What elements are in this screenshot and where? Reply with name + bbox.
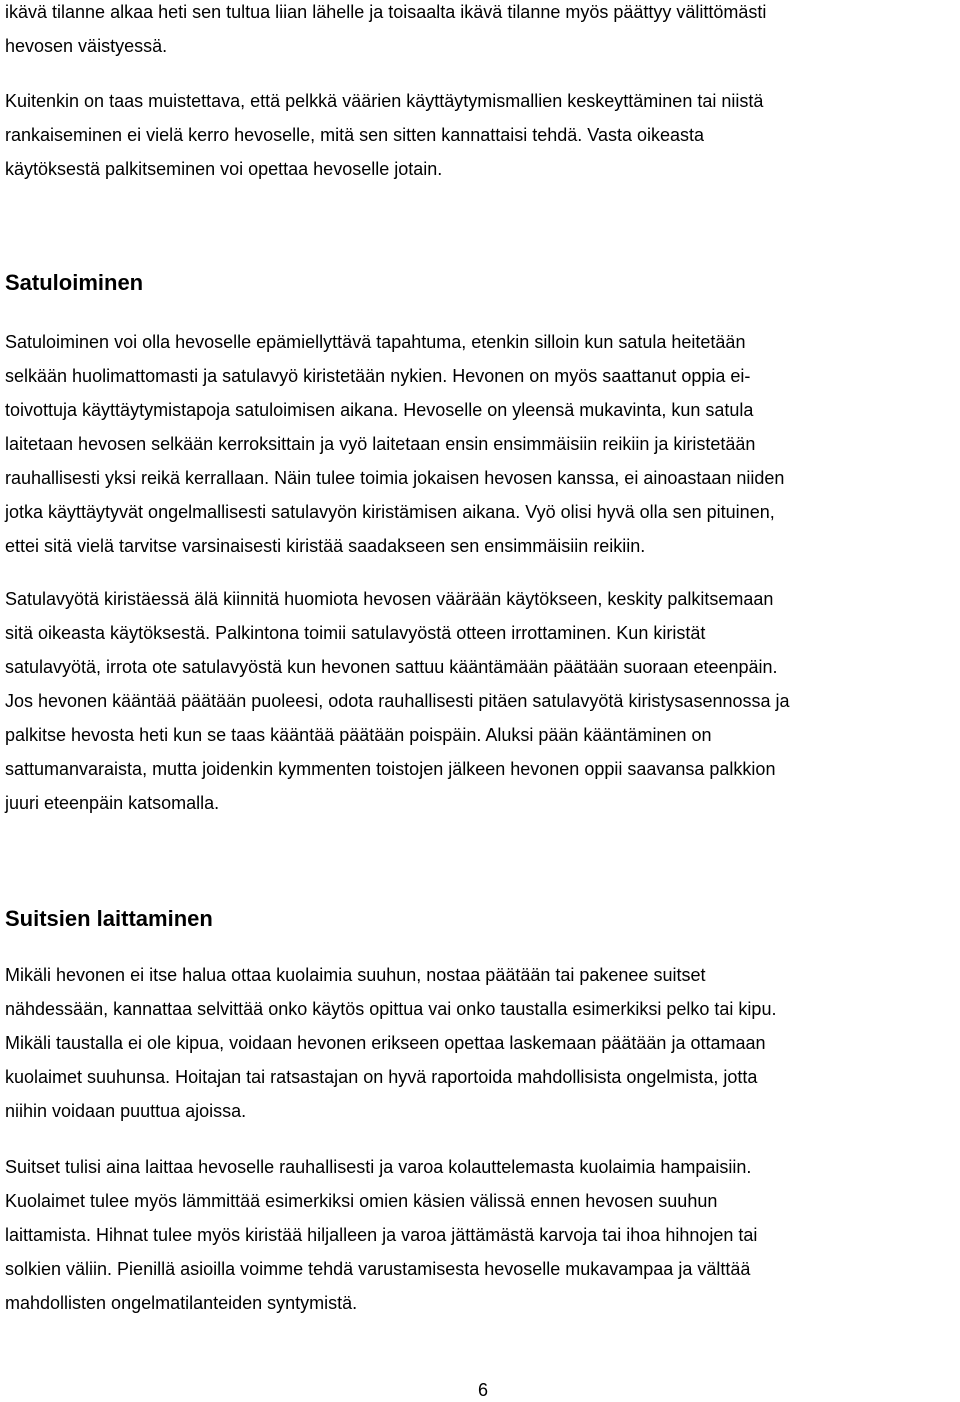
text-line: laittamista. Hihnat tulee myös kiristää hiljalleen ja varoa jättämästä karvoja tai ihoa hihnojen tai xyxy=(5,1225,758,1245)
text-line: nähdessään, kannattaa selvittää onko käytös opittua vai onko taustalla esimerkiksi pelko tai kipu. xyxy=(5,999,777,1019)
text-line: Kuitenkin on taas muistettava, että pelkkä väärien käyttäytymismallien keskeyttäminen tai niistä xyxy=(5,91,764,111)
text-line: rauhallisesti yksi reikä kerrallaan. Näin tulee toimia jokaisen hevosen kanssa, ei ainoastaan niiden xyxy=(5,468,785,488)
text-line: toivottuja käyttäytymistapoja satuloimisen aikana. Hevoselle on yleensä mukavinta, kun satula xyxy=(5,400,754,420)
text-line: Mikäli taustalla ei ole kipua, voidaan hevonen erikseen opettaa laskemaan päätään ja ottamaan xyxy=(5,1033,766,1053)
intro-paragraph xyxy=(5,0,957,63)
text-line: jotka käyttäytyvät ongelmallisesti satulavyön kiristämisen aikana. Vyö olisi hyvä olla sen pituinen, xyxy=(5,502,775,522)
text-line: ettei sitä vielä tarvitse varsinaisesti kiristää saadakseen sen ensimmäisiin reikiin. xyxy=(5,536,646,556)
text-line: käytöksestä palkitseminen voi opettaa hevoselle jotain. xyxy=(5,159,443,179)
text-line: sattumanvaraista, mutta joidenkin kymmenten toistojen jälkeen hevonen oppii saavansa palkkion xyxy=(5,759,776,779)
text-line: solkien väliin. Pienillä asioilla voimme tehdä varustamisesta hevoselle mukavampaa ja välttää xyxy=(5,1259,751,1279)
text-line: selkään huolimattomasti ja satulavyö kiristetään nykien. Hevonen on myös saattanut oppia ei- xyxy=(5,366,751,386)
text-line: satulavyötä, irrota ote satulavyöstä kun hevonen sattuu kääntämään päätään suoraan eteenpäin. xyxy=(5,657,778,677)
page-number: 6 xyxy=(478,1380,489,1400)
satuloiminen-paragraph-1 xyxy=(5,325,957,563)
text-line: Suitset tulisi aina laittaa hevoselle rauhallisesti ja varoa kolauttelemasta kuolaimia hampaisiin. xyxy=(5,1157,752,1177)
suitsien-paragraph-2 xyxy=(5,1150,957,1320)
text-line: laitetaan hevosen selkään kerroksittain ja vyö laitetaan ensin ensimmäisiin reikiin ja kiristetään xyxy=(5,434,756,454)
text-line: kuolaimet suuhunsa. Hoitajan tai ratsastajan on hyvä raportoida mahdollisista ongelmista, jotta xyxy=(5,1067,758,1087)
section-heading-satuloiminen: Satuloiminen xyxy=(5,270,144,295)
suitsien-paragraph-1 xyxy=(5,958,957,1128)
text-line: rankaiseminen ei vielä kerro hevoselle, mitä sen sitten kannattaisi tehdä. Vasta oikeasta xyxy=(5,125,705,145)
text-line: hevosen väistyessä. xyxy=(5,36,168,56)
text-line: sitä oikeasta käytöksestä. Palkintona toimii satulavyöstä otteen irrottaminen. Kun kiristät xyxy=(5,623,706,643)
text-line: Kuolaimet tulee myös lämmittää esimerkiksi omien käsien välissä ennen hevosen suuhun xyxy=(5,1191,718,1211)
satuloiminen-paragraph-2 xyxy=(5,582,957,820)
text-line: Jos hevonen kääntää päätään puoleesi, odota rauhallisesti pitäen satulavyötä kiristysasennossa ja xyxy=(5,691,790,711)
section-heading-suitsien-laittaminen: Suitsien laittaminen xyxy=(5,906,213,931)
text-line: juuri eteenpäin katsomalla. xyxy=(5,793,220,813)
text-line: Satuloiminen voi olla hevoselle epämiellyttävä tapahtuma, etenkin silloin kun satula heitetään xyxy=(5,332,746,352)
text-line: mahdollisten ongelmatilanteiden syntymistä. xyxy=(5,1293,358,1313)
text-line: Satulavyötä kiristäessä älä kiinnitä huomiota hevosen väärään käytökseen, keskity palkitsemaan xyxy=(5,589,774,609)
text-line: Mikäli hevonen ei itse halua ottaa kuolaimia suuhun, nostaa päätään tai pakenee suitset xyxy=(5,965,706,985)
text-line: niihin voidaan puuttua ajoissa. xyxy=(5,1101,247,1121)
text-line: palkitse hevosta heti kun se taas kääntää päätään poispäin. Aluksi pään kääntäminen on xyxy=(5,725,712,745)
intro-paragraph-2 xyxy=(5,84,957,186)
text-line: ikävä tilanne alkaa heti sen tultua liian lähelle ja toisaalta ikävä tilanne myös päättyy välittömästi xyxy=(5,2,767,22)
